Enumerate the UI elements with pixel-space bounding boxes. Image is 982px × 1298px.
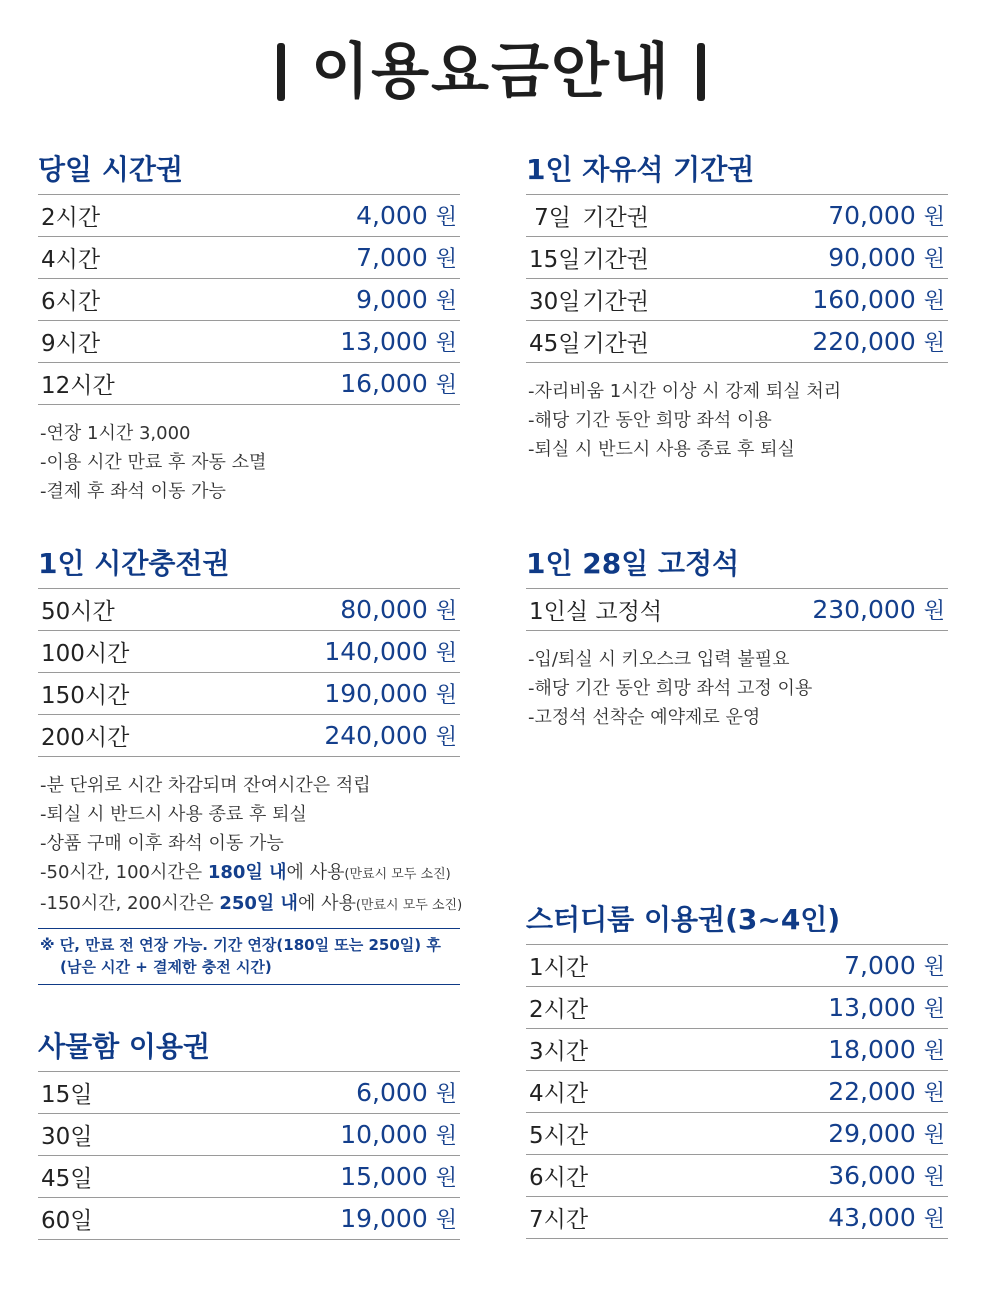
- row-price: 9,000 원: [356, 285, 457, 314]
- price-row: [38, 1198, 460, 1240]
- row-label: 150시간: [41, 683, 130, 709]
- row-price: 13,000 원: [828, 993, 945, 1022]
- row-label: 2시간: [41, 205, 101, 231]
- row-label: 100시간: [41, 641, 130, 667]
- price-table: [526, 588, 948, 631]
- row-label: 45일: [41, 1166, 93, 1192]
- row-price: 6,000 원: [356, 1078, 457, 1107]
- section-title: 1인 28일 고정석: [526, 547, 740, 580]
- price-row: [526, 589, 948, 631]
- notes: [38, 771, 463, 920]
- row-price: 7,000 원: [356, 243, 457, 272]
- note: -이용 시간 만료 후 자동 소멸: [40, 452, 267, 473]
- section-title: 1인 자유석 기간권: [526, 153, 755, 186]
- price-table: [38, 194, 460, 405]
- title-bar-left: [277, 43, 285, 101]
- price-row: [526, 279, 948, 321]
- price-row: [38, 279, 460, 321]
- price-row: [38, 1156, 460, 1198]
- price-table: [526, 944, 948, 1239]
- price-row: [526, 237, 948, 279]
- notes: [526, 377, 948, 464]
- row-label: 7시간: [529, 1207, 589, 1233]
- notice-line: ※ 단, 만료 전 연장 가능. 기간 연장(180일 또는 250일) 후: [40, 936, 441, 954]
- price-row: [526, 1029, 948, 1071]
- daily-time-section: [38, 150, 460, 506]
- row-price: 80,000 원: [340, 595, 457, 624]
- page-title: 이용요금안내: [311, 37, 671, 107]
- price-row: [526, 195, 948, 237]
- section-title: 당일 시간권: [38, 153, 183, 186]
- row-label: 6시간: [41, 289, 101, 315]
- note: -입/퇴실 시 키오스크 입력 불필요: [528, 649, 790, 670]
- price-row: [38, 1114, 460, 1156]
- note: -연장 1시간 3,000: [40, 423, 191, 444]
- price-row: [38, 321, 460, 363]
- notice-line: (남은 시간 + 결제한 충전 시간): [60, 958, 272, 976]
- price-row: [526, 1113, 948, 1155]
- row-price: 160,000 원: [812, 285, 945, 314]
- price-row: [526, 987, 948, 1029]
- price-row: [38, 237, 460, 279]
- row-label: 3시간: [529, 1039, 589, 1065]
- price-row: [526, 1071, 948, 1113]
- row-label: 50시간: [41, 599, 115, 625]
- row-price: 7,000 원: [844, 951, 945, 980]
- price-table: [38, 1071, 460, 1240]
- row-label: 2시간: [529, 997, 589, 1023]
- free-seat-period-section: [526, 150, 948, 464]
- title-bar-right: [697, 43, 705, 101]
- section-title: 사물함 이용권: [38, 1030, 211, 1063]
- row-label: 1시간: [529, 955, 589, 981]
- row-label: 6시간: [529, 1165, 589, 1191]
- time-charge-section: [38, 544, 463, 985]
- page-header: [0, 36, 982, 108]
- note: -결제 후 좌석 이동 가능: [40, 481, 226, 502]
- row-price: 18,000 원: [828, 1035, 945, 1064]
- row-label: 12시간: [41, 373, 115, 399]
- price-row: [526, 945, 948, 987]
- note: -자리비움 1시간 이상 시 강제 퇴실 처리: [528, 381, 842, 402]
- note: -고정석 선착순 예약제로 운영: [528, 707, 761, 728]
- notes: [38, 419, 460, 506]
- price-table: [38, 588, 460, 757]
- price-row: [526, 321, 948, 363]
- row-label: 200시간: [41, 725, 130, 751]
- price-row: [38, 673, 460, 715]
- row-price: 43,000 원: [828, 1203, 945, 1232]
- note: -상품 구매 이후 좌석 이동 가능: [40, 833, 284, 854]
- price-row: [526, 1155, 948, 1197]
- price-row: [38, 631, 460, 673]
- row-price: 70,000 원: [828, 201, 945, 230]
- note: -해당 기간 동안 희망 좌석 이용: [528, 410, 772, 431]
- fixed-seat-section: [526, 544, 948, 732]
- note: -퇴실 시 반드시 사용 종료 후 퇴실: [528, 439, 795, 460]
- row-label: 15일: [41, 1082, 93, 1108]
- row-label: 9시간: [41, 331, 101, 357]
- row-price: 29,000 원: [828, 1119, 945, 1148]
- row-price: 36,000 원: [828, 1161, 945, 1190]
- section-title: 스터디룸 이용권(3~4인): [526, 903, 841, 936]
- price-row: [38, 195, 460, 237]
- section-title: 1인 시간충전권: [38, 547, 230, 580]
- note: -퇴실 시 반드시 사용 종료 후 퇴실: [40, 804, 307, 825]
- row-price: 16,000 원: [340, 369, 457, 398]
- locker-section: [38, 1027, 460, 1240]
- price-row: [38, 715, 460, 757]
- row-price: 19,000 원: [340, 1204, 457, 1233]
- row-price: 190,000 원: [324, 679, 457, 708]
- row-label: 4시간: [529, 1081, 589, 1107]
- row-label: 60일: [41, 1208, 93, 1234]
- row-label: 1인실 고정석: [529, 599, 663, 625]
- row-label: 45일 기간권: [529, 331, 649, 357]
- row-price: 240,000 원: [324, 721, 457, 750]
- row-price: 22,000 원: [828, 1077, 945, 1106]
- extension-notice: [38, 928, 460, 985]
- study-room-section: [526, 900, 948, 1239]
- row-price: 13,000 원: [340, 327, 457, 356]
- row-price: 10,000 원: [340, 1120, 457, 1149]
- price-row: [526, 1197, 948, 1239]
- row-label: 30일: [41, 1124, 93, 1150]
- row-price: 230,000 원: [812, 595, 945, 624]
- note: -150시간, 200시간은 250일 내에 사용(만료시 모두 소진): [40, 893, 463, 914]
- note: -50시간, 100시간은 180일 내에 사용(만료시 모두 소진): [40, 862, 451, 883]
- row-label: 15일 기간권: [529, 247, 649, 273]
- price-row: [38, 1072, 460, 1114]
- row-label: 30일 기간권: [529, 289, 649, 315]
- note: -분 단위로 시간 차감되며 잔여시간은 적립: [40, 775, 371, 796]
- row-price: 220,000 원: [812, 327, 945, 356]
- row-label: 4시간: [41, 247, 101, 273]
- row-price: 15,000 원: [340, 1162, 457, 1191]
- row-label: 7일 기간권: [534, 205, 649, 231]
- row-price: 90,000 원: [828, 243, 945, 272]
- price-row: [38, 589, 460, 631]
- notes: [526, 645, 948, 732]
- price-row: [38, 363, 460, 405]
- row-price: 140,000 원: [324, 637, 457, 666]
- row-price: 4,000 원: [356, 201, 457, 230]
- note: -해당 기간 동안 희망 좌석 고정 이용: [528, 678, 813, 699]
- price-table: [526, 194, 948, 363]
- row-label: 5시간: [529, 1123, 589, 1149]
